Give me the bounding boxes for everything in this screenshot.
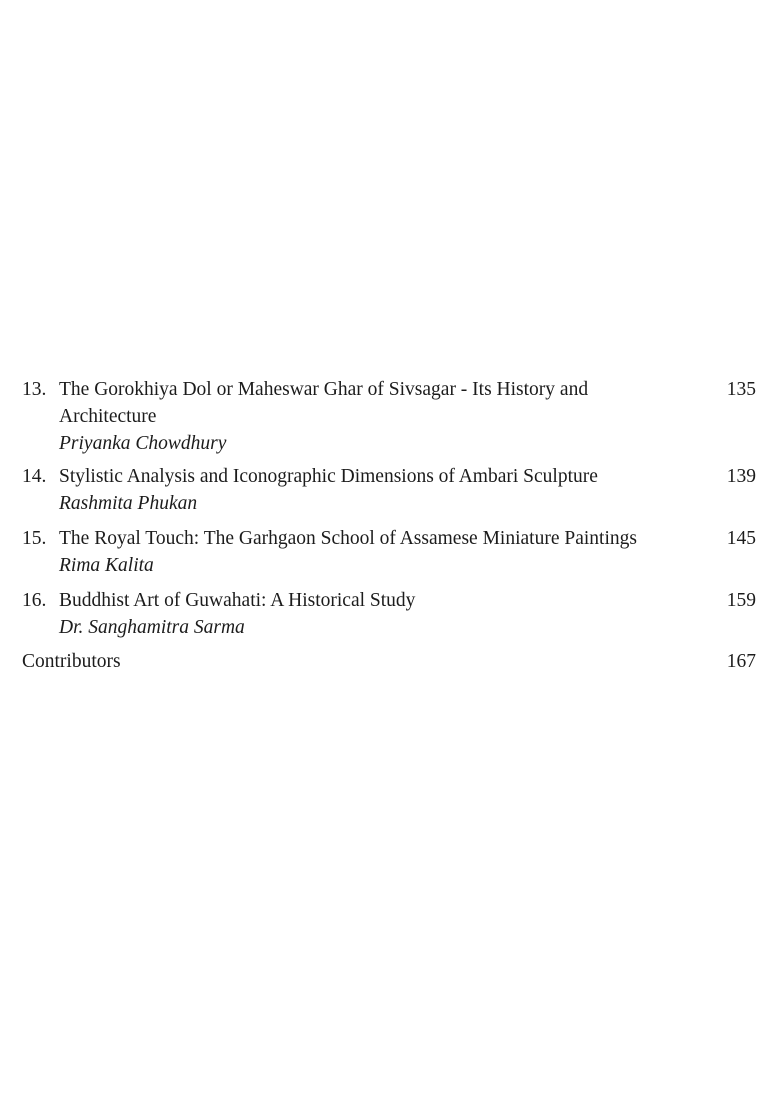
toc-entry-13[interactable] — [0, 376, 780, 463]
entry-title: Contributors — [22, 651, 121, 672]
entry-author: Rima Kalita — [59, 555, 154, 576]
entry-page-number: 139 — [726, 466, 756, 487]
entry-title: The Royal Touch: The Garhgaon School of Assamese Miniature Paintings — [59, 528, 637, 549]
toc-entry-contributors[interactable] — [0, 648, 780, 675]
entry-page-number: 135 — [726, 379, 756, 400]
entry-number: 16. — [22, 590, 47, 611]
entry-page-number: 167 — [726, 651, 756, 672]
entry-author: Dr. Sanghamitra Sarma — [59, 617, 245, 638]
toc-entry-15[interactable] — [0, 525, 780, 587]
table-of-contents — [0, 376, 780, 675]
entry-title: Stylistic Analysis and Iconographic Dimensions of Ambari Sculpture — [59, 466, 598, 487]
entry-number: 15. — [22, 528, 47, 549]
entry-page-number: 145 — [726, 528, 756, 549]
entry-number: 13. — [22, 379, 47, 400]
entry-author: Rashmita Phukan — [59, 493, 198, 514]
entry-page-number: 159 — [726, 590, 756, 611]
entry-author: Priyanka Chowdhury — [59, 433, 227, 454]
toc-entry-14[interactable] — [0, 463, 780, 525]
entry-number: 14. — [22, 466, 47, 487]
entry-title: The Gorokhiya Dol or Maheswar Ghar of Sivsagar - Its History and Architecture — [59, 379, 589, 427]
toc-entry-16[interactable] — [0, 587, 780, 648]
entry-title: Buddhist Art of Guwahati: A Historical Study — [59, 590, 416, 611]
